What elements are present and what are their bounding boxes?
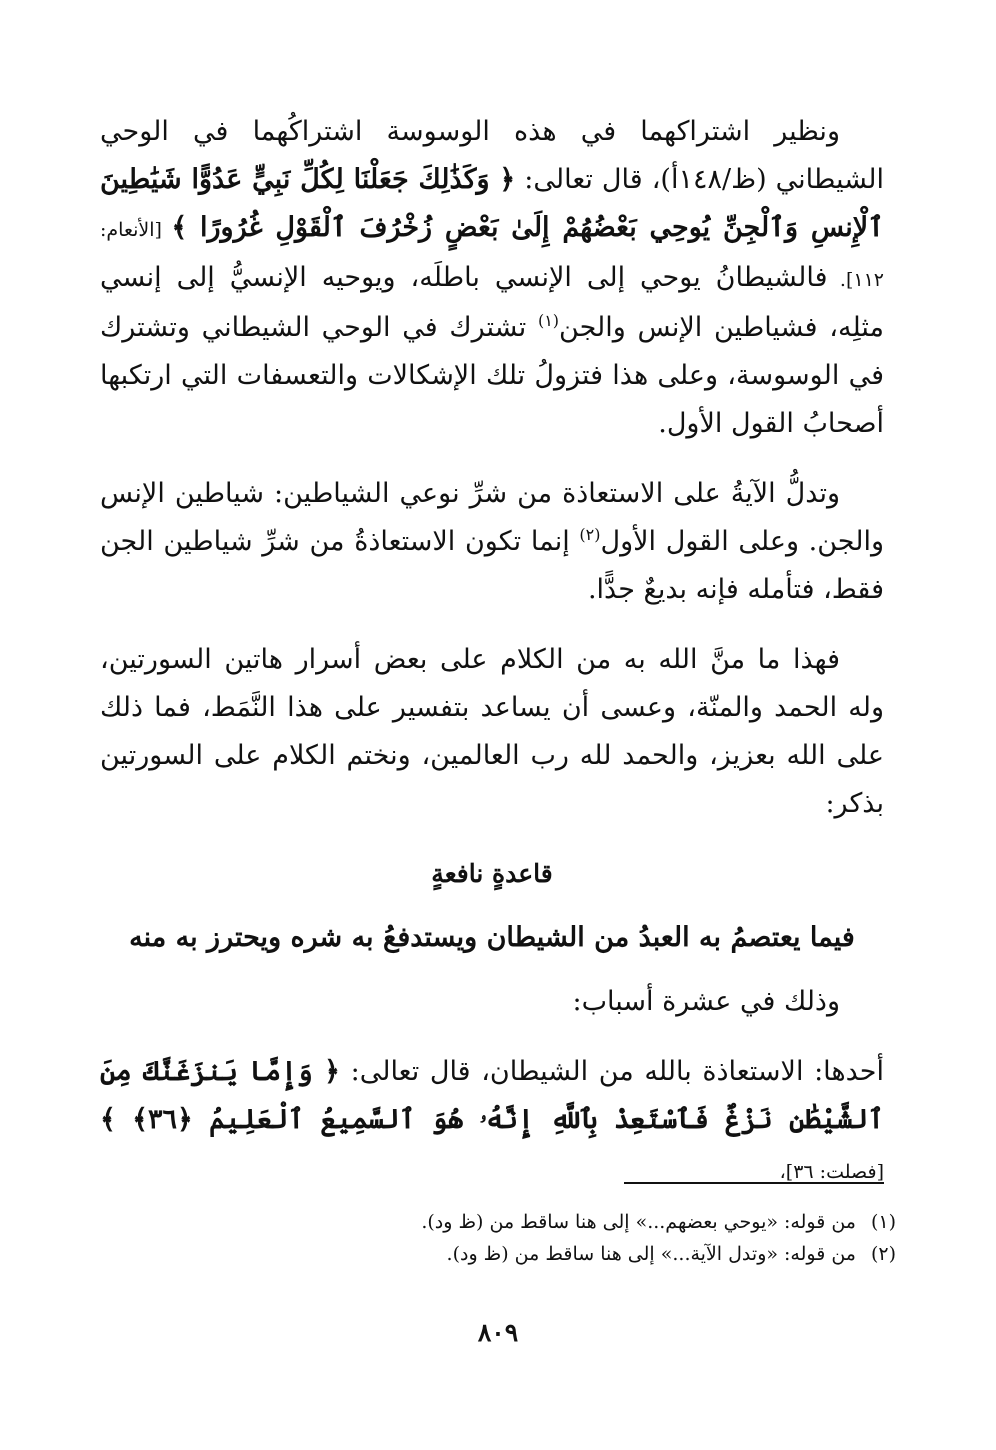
verse-reference-fussilat: [فصلت: ٣٦]، (779, 1161, 884, 1183)
footnote-2-text: من قوله: «وتدل الآية...» إلى هنا ساقط من (ظ ود). (446, 1243, 856, 1265)
paragraph-2-text-b: إنما تكون الاستعاذةُ من شرِّ شياطين الجن فقط، فتأمله فإنه بديعٌ جدًّا. (100, 526, 884, 605)
footnote-divider (624, 1182, 884, 1184)
footnote-1-number: (١) (870, 1211, 896, 1233)
footnote-2-number: (٢) (870, 1243, 896, 1265)
paragraph-5-text-a: أحدها: الاستعاذة بالله من الشيطان، قال تعالى: (340, 1056, 885, 1087)
quran-verse-fussilat: ﴿ وَإِمَّا يَنزَغَنَّكَ مِنَ ٱلشَّيْطَٰنِ نَزْغٌ فَٱسْتَعِذْ بِٱللَّهِ إِنَّهُۥ هُوَ ٱلسَّمِيعُ ٱلْعَلِيمُ ﴿٣٦﴾ ﴾ (100, 1056, 884, 1135)
paragraph-1-text-c: تشترك في الوحي الشيطاني وتشترك في الوسوسة، وعلى هذا فتزولُ تلك الإشكالات والتعسفات التي ارتكبها أصحابُ القول الأول. (100, 312, 884, 439)
paragraph-3: فهذا ما منَّ الله به من الكلام على بعض أسرار هاتين السورتين، وله الحمد والمنّة، وعسى أن يساعد بتفسير على هذا النَّمَط، فما ذلك على الله بعزيز، والحمد لله رب العالمين، ونختم الكلام على السورتين بذكر: (100, 644, 884, 819)
section-heading: قاعدةٍ نافعةٍ (431, 859, 553, 888)
paragraph-4: وذلك في عشرة أسباب: (572, 986, 840, 1017)
paragraph-2-text-a: وتدلُّ الآيةُ على الاستعاذة من شرِّ نوعي الشياطين: شياطين الإنس والجن. وعلى القول الأول (100, 478, 884, 557)
verse-reference-anam: [الأنعام: ١١٢]. (100, 219, 884, 291)
section-subheading: فيما يعتصمُ به العبدُ من الشيطان ويستدفعُ به شره ويحترز به منه (129, 922, 855, 953)
paragraph-1-text-b: فالشيطانُ يوحي إلى الإنسي باطلَه، ويوحيه الإنسيُّ إلى إنسي مثلِه، فشياطين الإنس والجن (100, 262, 884, 343)
footnote-1 (120, 1206, 896, 1238)
paragraph-1-text-a: ونظير اشتراكهما في هذه الوسوسة اشتراكُهما في الوحي الشيطاني (ظ/١٤٨أ)، قال تعالى: (100, 116, 884, 195)
main-text (100, 108, 884, 1218)
quran-verse-anam: ﴿ وَكَذَٰلِكَ جَعَلْنَا لِكُلِّ نَبِيٍّ عَدُوًّا شَيَٰطِينَ ٱلْإِنسِ وَٱلْجِنِّ يُوحِي بَعْضُهُمْ إِلَىٰ بَعْضٍ زُخْرُفَ ٱلْقَوْلِ غُرُورًا ﴾ (100, 164, 884, 243)
footnote-marker-1: (١) (537, 311, 560, 330)
footnotes (120, 1206, 896, 1270)
page-number: ٨٠٩ (477, 1318, 519, 1347)
paragraph-5 (100, 1048, 884, 1196)
footnote-1-text: من قوله: «يوحي بعضهم...» إلى هنا ساقط من (ظ ود). (421, 1211, 856, 1233)
paragraph-1 (100, 108, 884, 448)
footnote-marker-2: (٢) (579, 525, 601, 544)
footnote-2 (120, 1238, 896, 1270)
paragraph-2 (100, 470, 884, 614)
